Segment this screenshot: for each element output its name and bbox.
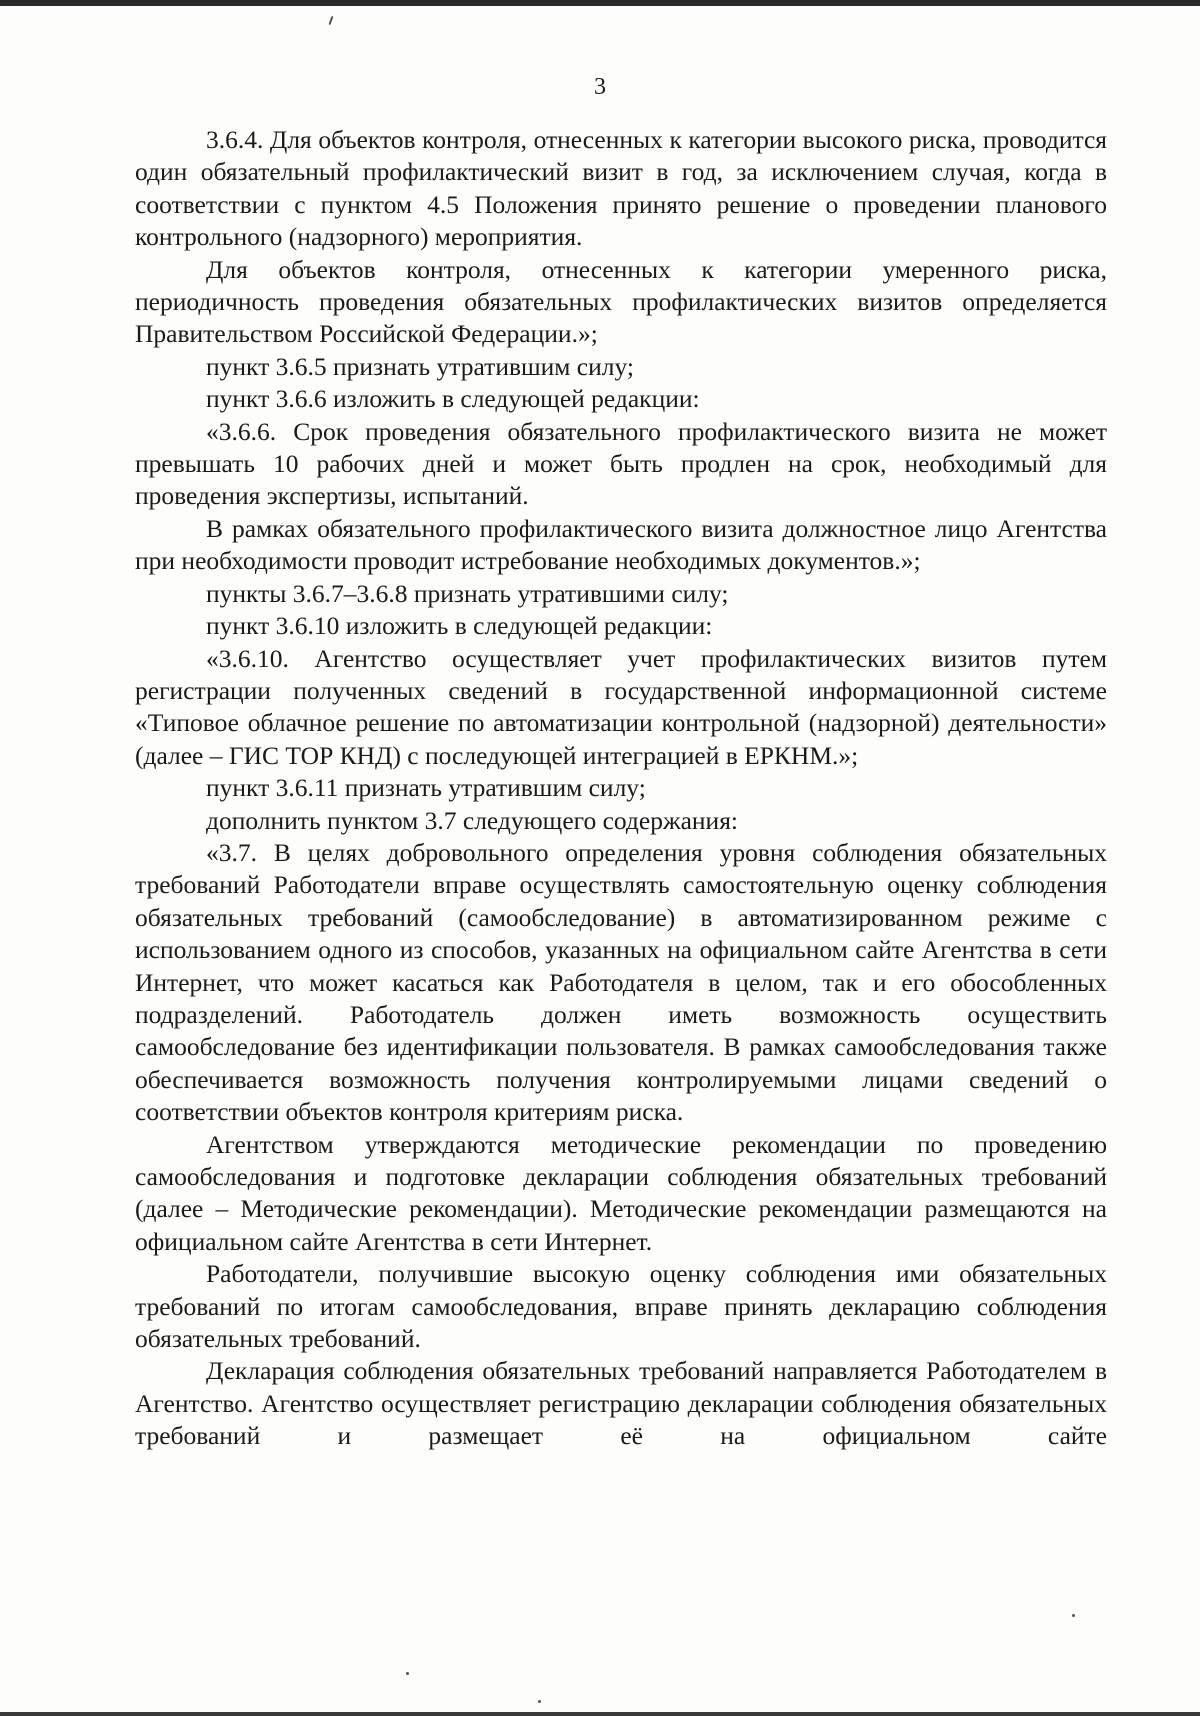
page-number: 3 — [594, 74, 606, 100]
paragraph-3-7: «3.7. В целях добровольного определения уровня соблюдения обязательных требований Работодатели вправе осуществлять самостоятельную оценку соблюдения обязательных требований (самообследование) в автоматизированном режиме с использованием одного из способов, указанных на официальном сайте Агентства в сети Интернет, что может касаться как Работодателя в целом, так и его обособленных подразделений. Работодатель должен иметь возможность осуществить самообследование без идентификации пользователя. В рамках самообследования также обеспечивается возможность получения контролируемыми лицами сведений о соответствии объектов контроля критериям риска. — [135, 837, 1107, 1127]
scan-speck — [538, 1700, 541, 1703]
scan-top-edge — [0, 0, 1200, 6]
paragraph-item-3-6-11: пункт 3.6.11 признать утратившим силу; — [206, 773, 646, 803]
paragraph-methodical-recommendations: Агентством утверждаются методические рекомендации по проведению самообследования и подготовке декларации соблюдения обязательных требований (далее – Методические рекомендации). Методические рекомендации размещаются на официальном сайте Агентства в сети Интернет. — [135, 1129, 1107, 1256]
paragraph-item-3-6-6: пункт 3.6.6 изложить в следующей редакции: — [206, 384, 700, 414]
paragraph-items-3-6-7-3-6-8: пункты 3.6.7–3.6.8 признать утратившими силу; — [206, 578, 729, 608]
document-body — [135, 124, 1107, 1453]
scan-speck — [406, 1672, 409, 1675]
paragraph-declaration-submission: Декларация соблюдения обязательных требований направляется Работодателем в Агентство. Агентство осуществляет регистрацию декларации соблюдения обязательных требований и размещает её на официальном сайте — [135, 1356, 1107, 1451]
paragraph-item-3-6-5: пункт 3.6.5 признать утратившим силу; — [206, 351, 634, 381]
paragraph-3-6-6: «3.6.6. Срок проведения обязательного профилактического визита не может превышать 10 рабочих дней и может быть продлен на срок, необходимый для проведения экспертизы, испытаний. — [135, 416, 1107, 511]
paragraph-3-6-4: 3.6.4. Для объектов контроля, отнесенных к категории высокого риска, проводится один обязательный профилактический визит в год, за исключением случая, когда в соответствии с пунктом 4.5 Положения принято решение о проведении планового контрольного (надзорного) мероприятия. — [135, 125, 1107, 252]
scan-bottom-edge — [0, 1712, 1200, 1716]
paragraph-add-3-7: дополнить пунктом 3.7 следующего содержания: — [206, 805, 739, 835]
paragraph-item-3-6-10: пункт 3.6.10 изложить в следующей редакции: — [206, 611, 713, 641]
scan-mark — [329, 16, 334, 25]
paragraph-moderate-risk: Для объектов контроля, отнесенных к категории умеренного риска, периодичность проведения обязательных профилактических визитов определяется Правительством Российской Федерации.»; — [135, 254, 1107, 349]
paragraph-3-6-10: «3.6.10. Агентство осуществляет учет профилактических визитов путем регистрации полученных сведений в государственной информационной системе «Типовое облачное решение по автоматизации контрольной (надзорной) деятельности» (далее – ГИС ТОР КНД) с последующей интеграцией в ЕРКНМ.»; — [135, 643, 1107, 770]
scan-speck — [1072, 1614, 1075, 1617]
paragraph-documents-request: В рамках обязательного профилактического визита должностное лицо Агентства при необходимости проводит истребование необходимых документов.»; — [135, 513, 1107, 576]
paragraph-employers-declaration: Работодатели, получившие высокую оценку соблюдения ими обязательных требований по итогам самообследования, вправе принять декларацию соблюдения обязательных требований. — [135, 1259, 1107, 1354]
